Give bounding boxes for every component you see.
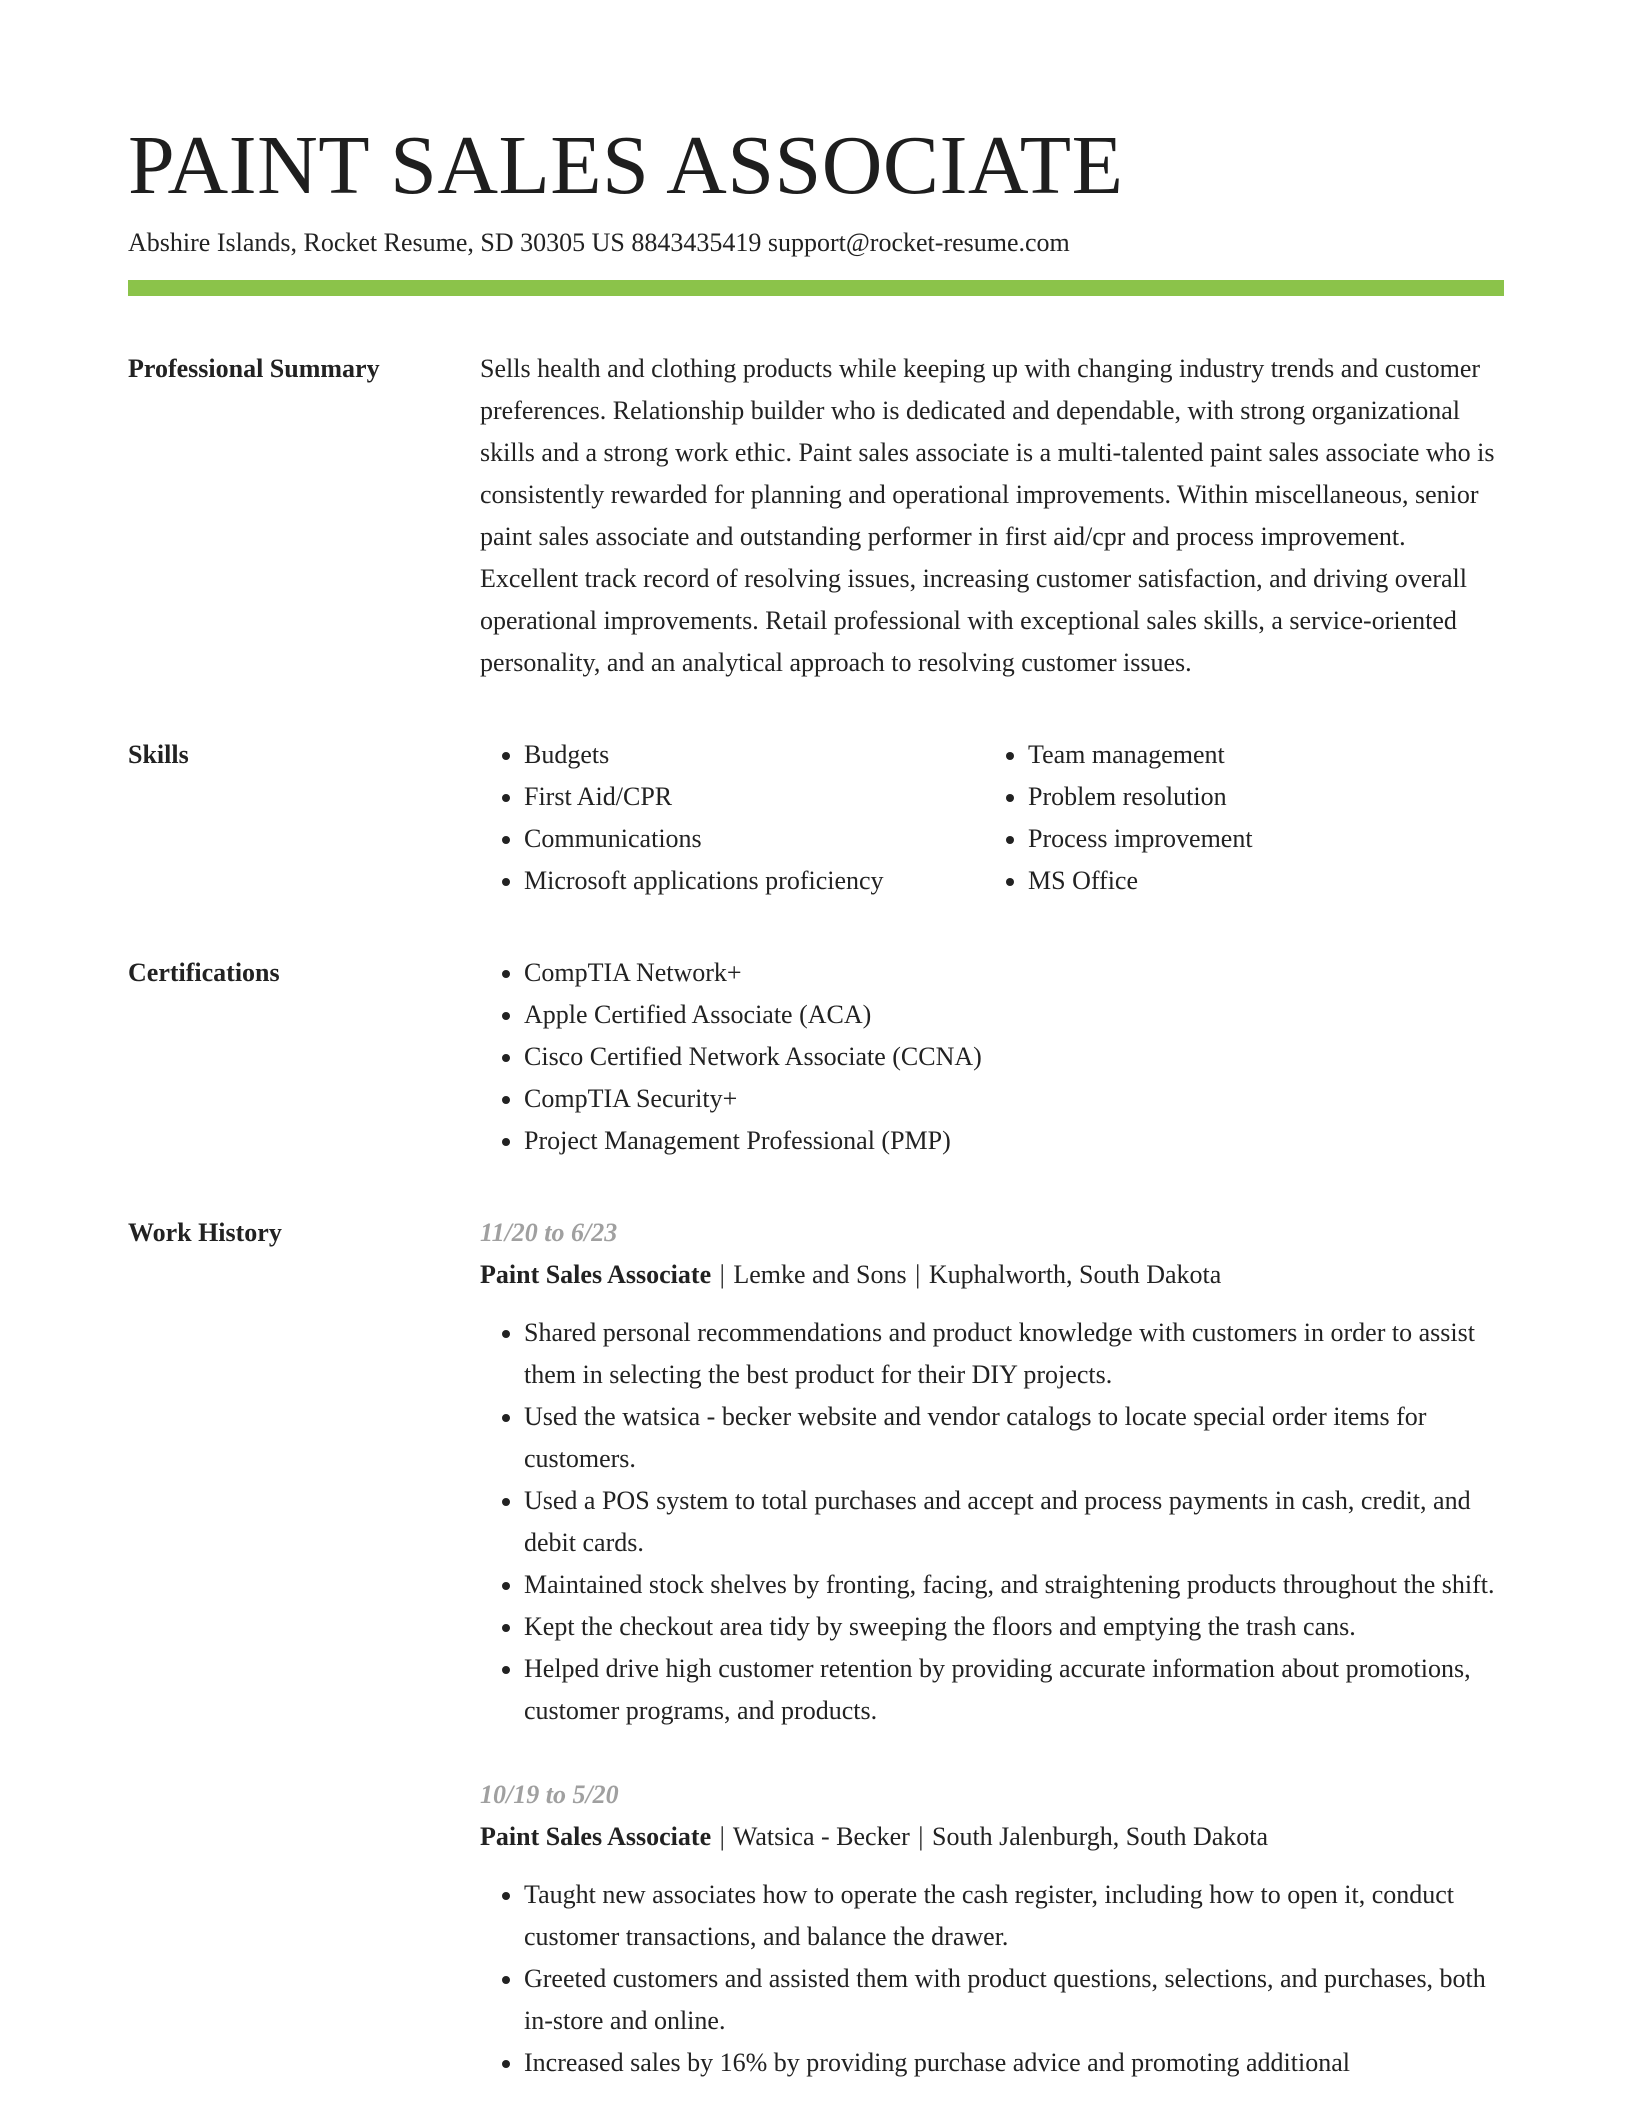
job-entry — [480, 1212, 1504, 1732]
skill-item: • First Aid/CPR — [524, 776, 984, 818]
accent-divider — [128, 280, 1504, 296]
skills-list-right — [984, 734, 1498, 902]
certification-item: • Project Management Professional (PMP) — [524, 1120, 1504, 1162]
certification-item: • CompTIA Network+ — [524, 952, 1504, 994]
job-title-line — [480, 1254, 1504, 1296]
separator: | — [719, 1260, 725, 1289]
job-entry — [480, 1774, 1504, 2084]
skills-section — [128, 734, 1504, 902]
summary-text: Sells health and clothing products while keeping up with changing industry trends and customer preferences. Relationship builder who is dedicated and dependable, with strong organizational skills and a strong work ethic. Paint sales associate is a multi-talented paint sales associate who is consistently rewarded for planning and operational improvements. Within miscellaneous, senior paint sales associate and outstanding performer in first aid/cpr and process improvement. Excellent track record of resolving issues, increasing customer satisfaction, and driving overall operational improvements. Retail professional with exceptional sales skills, a service-oriented personality, and an analytical approach to resolving customer issues. — [480, 354, 1495, 677]
job-bullet: • Kept the checkout area tidy by sweeping the floors and emptying the trash cans. — [524, 1606, 1504, 1648]
skill-item: • Problem resolution — [1028, 776, 1498, 818]
job-company: Watsica - Becker — [732, 1822, 910, 1851]
job-location: South Jalenburgh, South Dakota — [932, 1822, 1269, 1851]
job-location: Kuphalworth, South Dakota — [928, 1260, 1222, 1289]
resume-title: PAINT SALES ASSOCIATE — [128, 119, 1124, 212]
job-bullet: • Helped drive high customer retention by providing accurate information about promotions, customer programs, and products. — [524, 1648, 1504, 1732]
job-company: Lemke and Sons — [733, 1260, 907, 1289]
contact-line — [128, 226, 1504, 260]
job-bullet: • Used the watsica - becker website and vendor catalogs to locate special order items for customers. — [524, 1396, 1504, 1480]
job-bullet: • Greeted customers and assisted them with product questions, selections, and purchases, both in-store and online. — [524, 1958, 1504, 2042]
skill-item: • Team management — [1028, 734, 1498, 776]
job-bullets — [480, 1312, 1504, 1732]
work-history-heading: Work History — [128, 1218, 282, 1247]
job-bullet: • Taught new associates how to operate the cash register, including how to open it, conduct customer transactions, and balance the drawer. — [524, 1874, 1504, 1958]
job-bullet: • Maintained stock shelves by fronting, facing, and straightening products throughout the shift. — [524, 1564, 1504, 1606]
separator: | — [719, 1822, 725, 1851]
certification-item: • CompTIA Security+ — [524, 1078, 1504, 1120]
skills-list-left — [480, 734, 984, 902]
skill-item: • Budgets — [524, 734, 984, 776]
separator: | — [918, 1822, 924, 1851]
job-bullet: • Increased sales by 16% by providing purchase advice and promoting additional — [524, 2042, 1504, 2084]
separator: | — [915, 1260, 921, 1289]
job-title: Paint Sales Associate — [480, 1260, 712, 1289]
contact-email: support@rocket-resume.com — [767, 228, 1070, 257]
certifications-section — [128, 952, 1504, 1162]
skill-item: • Process improvement — [1028, 818, 1498, 860]
work-history-section — [128, 1212, 1504, 2084]
job-dates: 11/20 to 6/23 — [480, 1218, 618, 1247]
job-bullet: • Used a POS system to total purchases and accept and process payments in cash, credit, and debit cards. — [524, 1480, 1504, 1564]
certifications-list — [480, 952, 1504, 1162]
skill-item: • MS Office — [1028, 860, 1498, 902]
skill-item: • Communications — [524, 818, 984, 860]
job-dates: 10/19 to 5/20 — [480, 1780, 619, 1809]
job-bullets — [480, 1874, 1504, 2084]
skill-item: • Microsoft applications proficiency — [524, 860, 984, 902]
resume-page — [128, 118, 1504, 2084]
summary-heading: Professional Summary — [128, 354, 380, 383]
certification-item: • Cisco Certified Network Associate (CCNA) — [524, 1036, 1504, 1078]
skills-heading: Skills — [128, 740, 189, 769]
summary-section — [128, 348, 1504, 684]
job-title-line — [480, 1816, 1504, 1858]
certification-item: • Apple Certified Associate (ACA) — [524, 994, 1504, 1036]
contact-address: Abshire Islands, Rocket Resume, SD 30305 US — [128, 228, 625, 257]
job-bullet: • Shared personal recommendations and product knowledge with customers in order to assist them in selecting the best product for their DIY projects. — [524, 1312, 1504, 1396]
job-title: Paint Sales Associate — [480, 1822, 712, 1851]
certifications-heading: Certifications — [128, 958, 280, 987]
contact-phone: 8843435419 — [631, 228, 762, 257]
